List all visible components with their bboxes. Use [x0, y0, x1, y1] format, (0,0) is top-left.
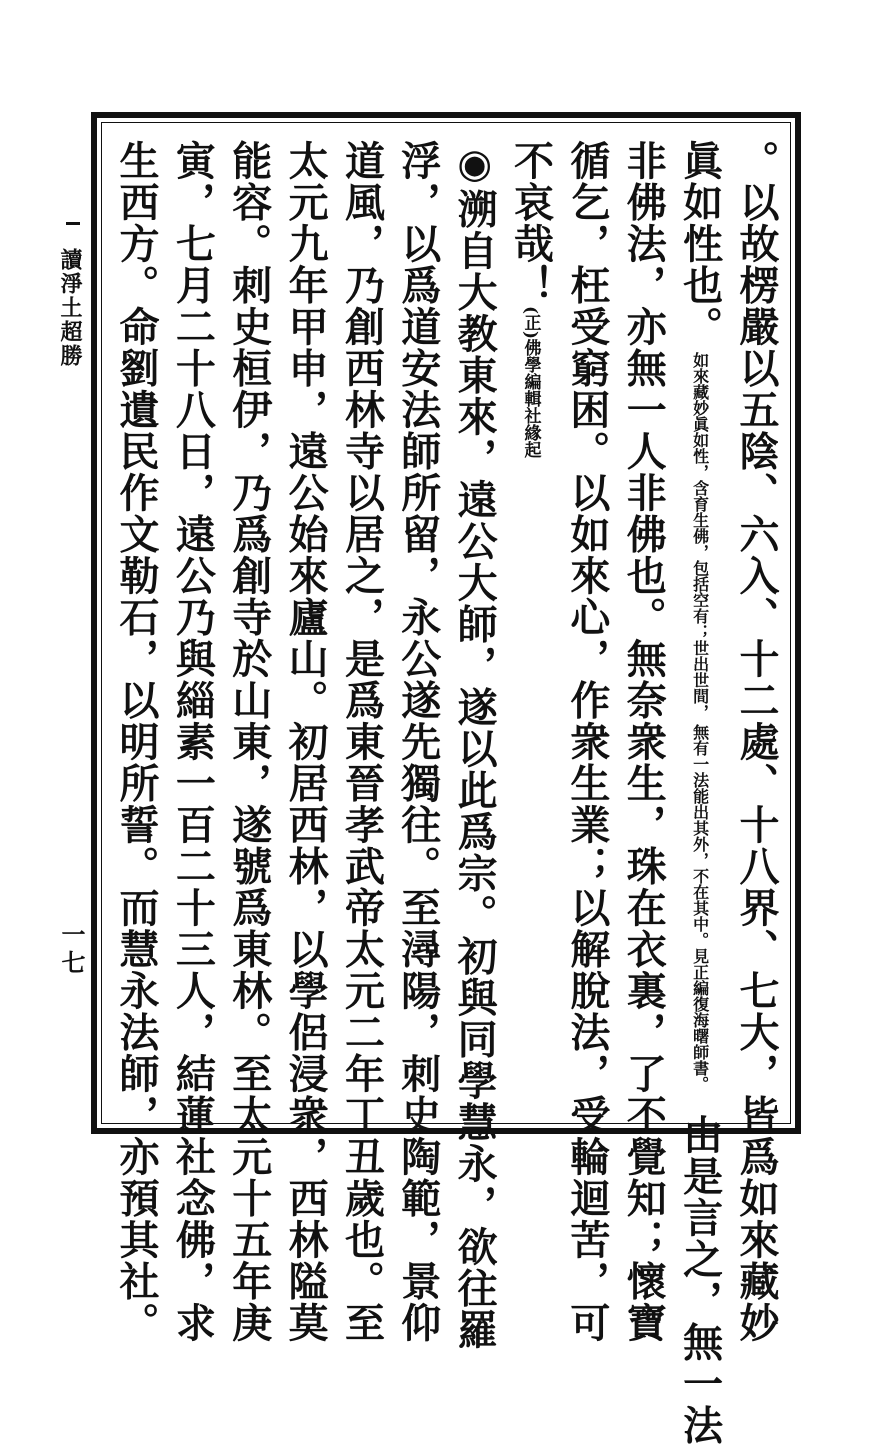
running-head: 讀淨土超勝 [57, 248, 83, 368]
text-column-4: 循乞，枉受窮困。以如來心，作衆生業；以解脫法，受輪迴苦，可 [563, 140, 611, 1344]
column-2-text-before: 眞如性也。 [676, 140, 724, 348]
margin-dash-mark [66, 222, 80, 225]
annotation-note-right: 如來藏妙眞如性，含育生佛，包括空有；世出世間， [690, 351, 710, 720]
text-column-7: 浮，以爲道安法師所留，永公遂先獨往。至潯陽，刺史陶範，景仰 [394, 140, 442, 1344]
text-column-2 [676, 140, 724, 1446]
source-note-right: (正)佛學 [520, 306, 541, 374]
column-2-text-after: 由是言之，無一法 [676, 1113, 724, 1446]
text-column-3: 非佛法，亦無一人非佛也。無奈衆生，珠在衣裏，了不覺知；懷寶 [620, 140, 668, 1344]
column-5-text-before: 不哀哉！ [507, 140, 555, 306]
annotation-note-left: 無有一法能出其外，不在其中。見正編復海曙師書。 [690, 723, 710, 1092]
text-column-11: 寅，七月二十八日，遠公乃與緇素一百二十三人，結蓮社念佛，求 [169, 140, 217, 1344]
text-column-10: 能容。刺史桓伊，乃爲創寺於山東，遂號爲東林。至太元十五年庚 [225, 140, 273, 1344]
text-column-1: 。以故楞嚴以五陰、六入、十二處、十八界、七大，皆爲如來藏妙 [732, 140, 780, 1344]
text-column-12: 生西方。命劉遺民作文勒石，以明所誓。而慧永法師，亦預其社。 [113, 140, 160, 1344]
text-column-5 [509, 140, 553, 1105]
main-text-block [113, 140, 780, 1446]
source-note-left: 編輯社緣起 [520, 373, 541, 459]
text-column-9: 太元九年甲申，遠公始來廬山。初居西林，以學侶浸衆，西林隘莫 [282, 140, 330, 1344]
text-column-8: 道風，乃創西林寺以居之，是爲東晉孝武帝太元二年丁丑歲也。至 [338, 140, 386, 1344]
text-column-6: ◉溯自大教東來，遠公大師，遂以此爲宗。初與同學慧永，欲往羅 [451, 140, 499, 1351]
page-number: 一七 [57, 922, 86, 978]
